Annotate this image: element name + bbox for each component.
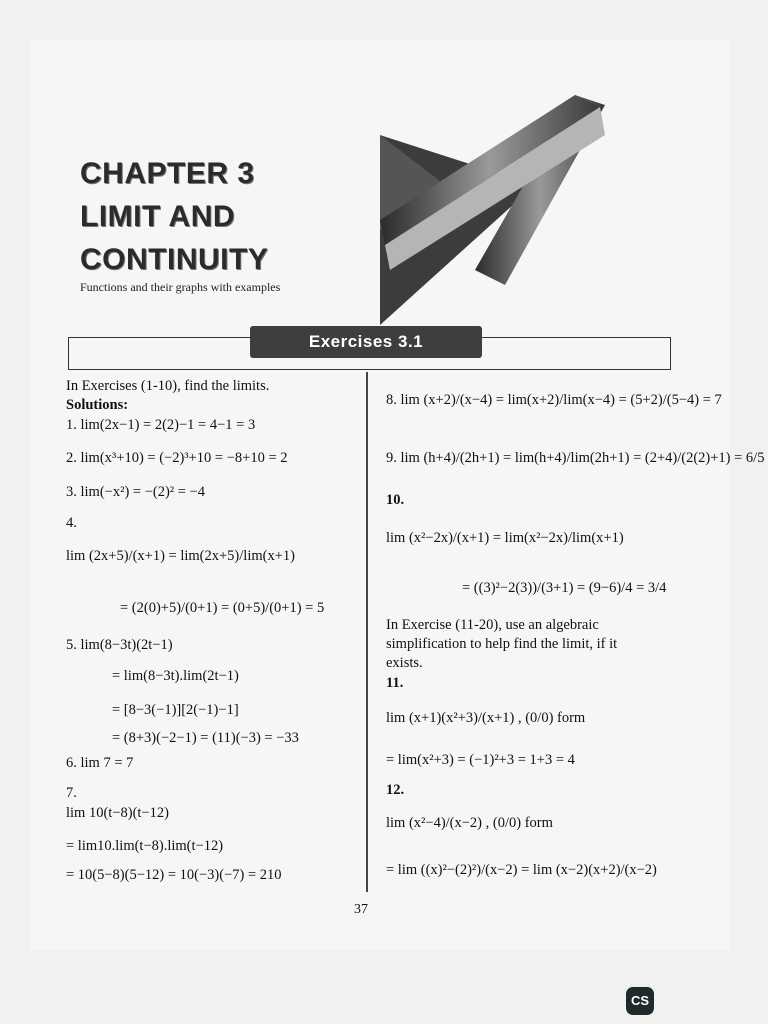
- item-12-step-2: = lim ((x)²−(2)²)/(x−2) = lim (x−2)(x+2)/(x−2): [386, 862, 657, 878]
- page-number: 37: [354, 902, 368, 917]
- left-solutions: Solutions:: [66, 397, 129, 413]
- item-11-step-1: lim (x+1)(x²+3)/(x+1) , (0/0) form: [386, 710, 586, 726]
- item-5: 5. lim(8−3t)(2t−1): [66, 637, 173, 653]
- item-5-step-2: = [8−3(−1)][2(−1)−1]: [112, 702, 239, 718]
- item-12-label: 12.: [386, 782, 405, 798]
- right-intro-line-1: In Exercise (11-20), use an algebraic: [386, 617, 599, 633]
- item-9: 9. lim (h+4)/(2h+1) = lim(h+4)/lim(2h+1) = (2+4)/(2(2)+1) = 6/5: [386, 450, 765, 466]
- item-11-step-2: = lim(x²+3) = (−1)²+3 = 1+3 = 4: [386, 752, 575, 768]
- item-8: 8. lim (x+2)/(x−4) = lim(x+2)/lim(x−4) = (5+2)/(5−4) = 7: [386, 392, 722, 408]
- right-intro-line-3: exists.: [386, 655, 423, 671]
- decorative-graphic: [375, 95, 610, 325]
- item-7-step-1: lim 10(t−8)(t−12): [66, 805, 169, 821]
- left-intro: In Exercises (1-10), find the limits.: [66, 378, 270, 394]
- item-11-label: 11.: [386, 675, 404, 691]
- camscanner-badge: CS: [626, 987, 654, 1015]
- right-intro-line-2: simplification to help find the limit, if it: [386, 636, 618, 652]
- item-7-step-3: = 10(5−8)(5−12) = 10(−3)(−7) = 210: [66, 867, 282, 883]
- chapter-line-1: CHAPTER 3: [80, 157, 255, 190]
- item-12-step-1: lim (x²−4)/(x−2) , (0/0) form: [386, 815, 553, 831]
- item-4-label: 4.: [66, 515, 77, 531]
- item-3: 3. lim(−x²) = −(2)² = −4: [66, 484, 205, 500]
- chapter-line-2: LIMIT AND: [80, 200, 236, 233]
- column-divider: [366, 372, 368, 892]
- chapter-subtitle: Functions and their graphs with examples: [80, 280, 281, 294]
- item-5-step-1: = lim(8−3t).lim(2t−1): [112, 668, 239, 684]
- item-10-step-1: lim (x²−2x)/(x+1) = lim(x²−2x)/lim(x+1): [386, 530, 624, 546]
- item-4-step-1: lim (2x+5)/(x+1) = lim(2x+5)/lim(x+1): [66, 548, 295, 564]
- item-7-label: 7.: [66, 785, 77, 801]
- item-10-label: 10.: [386, 492, 405, 508]
- item-7-step-2: = lim10.lim(t−8).lim(t−12): [66, 838, 224, 854]
- item-2: 2. lim(x³+10) = (−2)³+10 = −8+10 = 2: [66, 450, 288, 466]
- chapter-title: [80, 152, 268, 281]
- item-4-step-2: = (2(0)+5)/(0+1) = (0+5)/(0+1) = 5: [120, 600, 325, 616]
- item-10-step-2: = ((3)²−2(3))/(3+1) = (9−6)/4 = 3/4: [462, 580, 667, 596]
- item-5-step-3: = (8+3)(−2−1) = (11)(−3) = −33: [112, 730, 299, 746]
- chapter-line-3: CONTINUITY: [80, 243, 269, 276]
- exercises-title: Exercises 3.1: [250, 326, 482, 358]
- item-6: 6. lim 7 = 7: [66, 755, 134, 771]
- item-1: 1. lim(2x−1) = 2(2)−1 = 4−1 = 3: [66, 417, 256, 433]
